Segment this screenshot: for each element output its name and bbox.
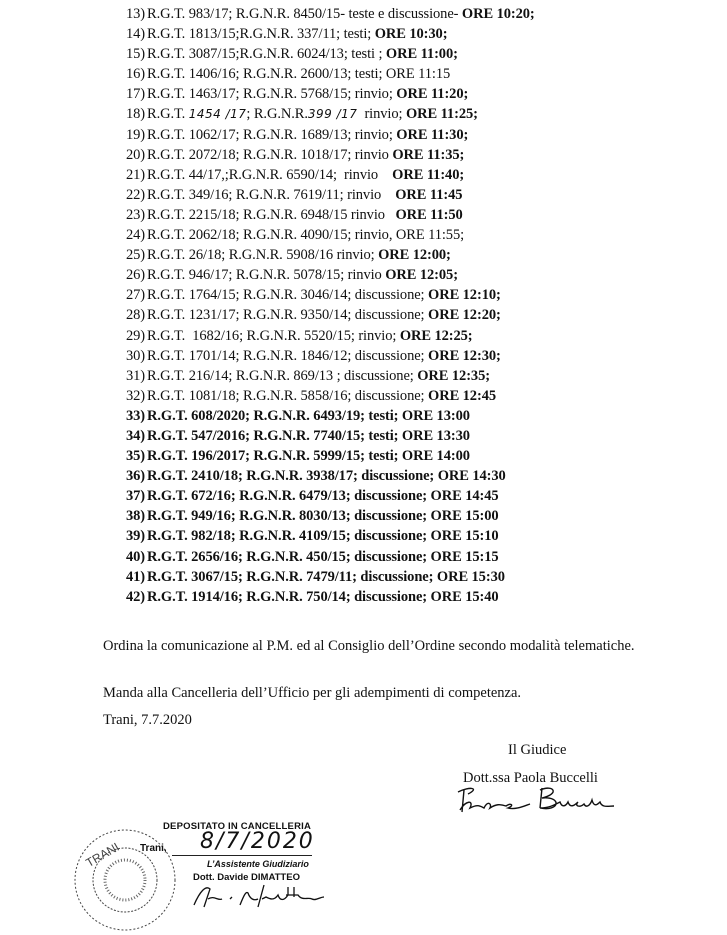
hearing-row xyxy=(126,446,706,466)
hearing-time: ORE 15:30 xyxy=(436,568,505,585)
hearing-number: 34) xyxy=(126,427,146,444)
hearing-text: R.G.T. 3087/15;R.G.N.R. 6024/13; testi ; xyxy=(147,46,386,63)
hearing-row xyxy=(126,567,706,587)
hearing-text: R.G.T. 2410/18; R.G.N.R. 3938/17; discussione; xyxy=(147,468,438,485)
hearing-row xyxy=(126,587,706,607)
hearing-time: ORE 11:15 xyxy=(385,66,451,83)
hearing-text: R.G.T. 2062/18; R.G.N.R. 4090/15; rinvio, xyxy=(147,227,396,244)
hearing-time: ORE 13:30 xyxy=(401,427,470,444)
hearing-text: R.G.T. 1914/16; R.G.N.R. 750/14; discussione; xyxy=(147,588,431,605)
hearing-time: ORE 14:45 xyxy=(430,488,499,505)
hearing-text: R.G.T. 946/17; R.G.N.R. 5078/15; rinvio xyxy=(147,267,386,284)
hearing-row xyxy=(126,245,706,265)
hearing-number: 31) xyxy=(126,367,146,384)
hearing-row xyxy=(126,165,706,185)
hearing-time: ORE 11:35; xyxy=(392,146,465,163)
hearing-time: ORE 10:30; xyxy=(374,26,448,43)
hearing-text: ; R.G.N.R. xyxy=(246,106,308,123)
hearing-time: ORE 11:50 xyxy=(395,206,463,223)
hearing-number: 23) xyxy=(126,206,146,223)
hearing-row xyxy=(126,466,706,486)
hearing-row xyxy=(126,426,706,446)
hearing-row xyxy=(126,84,706,104)
stamp-heading: DEPOSITATO IN CANCELLERIA xyxy=(163,821,312,832)
hearing-row xyxy=(126,285,706,305)
hearing-time: ORE 12:20; xyxy=(428,307,501,324)
hearing-number: 40) xyxy=(126,548,146,565)
hearing-number: 16) xyxy=(126,66,146,83)
hearing-text: R.G.T. 1682/16; R.G.N.R. 5520/15; rinvio; xyxy=(147,327,400,344)
hearing-time: ORE 12:30; xyxy=(428,347,501,364)
hearing-number: 27) xyxy=(126,287,146,304)
hearing-number: 15) xyxy=(126,46,146,63)
hearing-number: 24) xyxy=(126,227,146,244)
hearing-number: 36) xyxy=(126,468,146,485)
hearing-number: 29) xyxy=(126,327,146,344)
hearing-row xyxy=(126,205,706,225)
hearing-row xyxy=(126,547,706,567)
hearing-number: 33) xyxy=(126,407,146,424)
hearing-text: R.G.T. 2656/16; R.G.N.R. 450/15; discussione; xyxy=(147,548,431,565)
hearing-row xyxy=(126,265,706,285)
handwritten-rgt: 1454 /17 xyxy=(188,107,247,122)
hearing-time: ORE 15:15 xyxy=(430,548,499,565)
hearing-time: ORE 12:45 xyxy=(428,387,496,404)
officer-signature-icon xyxy=(190,881,330,909)
hearing-number: 26) xyxy=(126,267,146,284)
hearing-text: rinvio; xyxy=(357,106,406,123)
hearing-row xyxy=(126,24,706,44)
hearing-row xyxy=(126,346,706,366)
hearing-text: R.G.T. 608/2020; R.G.N.R. 6493/19; testi; xyxy=(147,407,402,424)
hearing-row xyxy=(126,326,706,346)
hearing-text: R.G.T. 1813/15;R.G.N.R. 337/11; testi; xyxy=(147,26,375,43)
hearing-number: 35) xyxy=(126,448,146,465)
hearing-text: R.G.T. 26/18; R.G.N.R. 5908/16 rinvio; xyxy=(147,247,379,264)
hearing-time: ORE 12:05; xyxy=(385,267,458,284)
hearing-time: ORE 12:00; xyxy=(378,247,451,264)
hearing-text: R.G.T. 2072/18; R.G.N.R. 1018/17; rinvio xyxy=(147,146,393,163)
hearing-row xyxy=(126,406,706,426)
hearing-row xyxy=(126,386,706,406)
hearing-number: 28) xyxy=(126,307,146,324)
hearing-number: 17) xyxy=(126,86,146,103)
hearing-time: ORE 11:40; xyxy=(392,166,465,183)
hearing-text: R.G.T. 1081/18; R.G.N.R. 5858/16; discussione; xyxy=(147,387,429,404)
filing-stamp xyxy=(80,815,380,910)
handwritten-rgnr: 399 /17 xyxy=(307,107,358,122)
hearing-time: ORE 14:30 xyxy=(437,468,506,485)
hearing-number: 19) xyxy=(126,126,146,143)
judge-title: Il Giudice xyxy=(508,742,567,758)
hearing-row xyxy=(126,104,706,124)
hearing-time: ORE 12:25; xyxy=(399,327,473,344)
hearing-text: R.G.T. 1231/17; R.G.N.R. 9350/14; discussione; xyxy=(147,307,429,324)
hearing-text: R.G.T. 949/16; R.G.N.R. 8030/13; discussione; xyxy=(147,508,431,525)
place-date: Trani, 7.7.2020 xyxy=(103,712,192,728)
hearing-text: R.G.T. 2215/18; R.G.N.R. 6948/15 rinvio xyxy=(147,206,396,223)
hearing-number: 39) xyxy=(126,528,146,545)
stamp-place: Trani, xyxy=(140,843,167,854)
hearing-text: R.G.T. xyxy=(147,106,189,123)
seal-text: TRANI xyxy=(83,839,122,870)
hearing-number: 42) xyxy=(126,588,146,605)
hearing-row xyxy=(126,64,706,84)
hearing-number: 38) xyxy=(126,508,146,525)
hearing-row xyxy=(126,185,706,205)
stamp-handwritten-date: 8/7/2020 xyxy=(200,829,315,854)
hearing-row xyxy=(126,506,706,526)
hearing-text: R.G.T. 672/16; R.G.N.R. 6479/13; discussione; xyxy=(147,488,431,505)
hearing-text: R.G.T. 982/18; R.G.N.R. 4109/15; discussione; xyxy=(147,528,431,545)
hearing-number: 30) xyxy=(126,347,146,364)
hearing-text: R.G.T. 547/2016; R.G.N.R. 7740/15; testi; xyxy=(147,427,402,444)
hearing-number: 21) xyxy=(126,166,146,183)
hearing-text: R.G.T. 44/17,;R.G.N.R. 6590/14; rinvio xyxy=(147,166,393,183)
hearing-row xyxy=(126,4,706,24)
hearing-time: ORE 14:00 xyxy=(401,448,470,465)
hearing-row xyxy=(126,366,706,386)
hearing-time: ORE 11:00; xyxy=(385,46,458,63)
hearing-number: 20) xyxy=(126,146,146,163)
judge-name: Dott.ssa Paola Buccelli xyxy=(463,770,598,786)
hearing-time: ORE 15:40 xyxy=(430,588,499,605)
stamp-role: L’Assistente Giudiziario xyxy=(207,859,309,869)
hearing-number: 37) xyxy=(126,488,146,505)
hearing-text: R.G.T. 196/2017; R.G.N.R. 5999/15; testi; xyxy=(147,448,402,465)
hearing-text: R.G.T. 1701/14; R.G.N.R. 1846/12; discussione; xyxy=(147,347,429,364)
hearing-text: R.G.T. 1062/17; R.G.N.R. 1689/13; rinvio; xyxy=(147,126,397,143)
hearing-row xyxy=(126,305,706,325)
court-seal-icon xyxy=(70,825,180,935)
hearing-number: 22) xyxy=(126,186,146,203)
hearing-text: R.G.T. 3067/15; R.G.N.R. 7479/11; discussione; xyxy=(147,568,437,585)
hearing-time: ORE 15:10 xyxy=(430,528,499,545)
hearing-time: ORE 12:10; xyxy=(428,287,501,304)
hearing-time: ORE 10:20; xyxy=(461,6,535,22)
hearing-text: R.G.T. 1764/15; R.G.N.R. 3046/14; discussione; xyxy=(147,287,429,304)
hearing-row xyxy=(126,526,706,546)
hearing-text: R.G.T. 1463/17; R.G.N.R. 5768/15; rinvio; xyxy=(147,86,397,103)
hearing-number: 32) xyxy=(126,387,146,404)
hearing-time: ORE 11:25; xyxy=(405,106,478,123)
hearing-row xyxy=(126,486,706,506)
hearing-time: ORE 15:00 xyxy=(430,508,499,525)
judge-signature-icon xyxy=(450,782,620,818)
hearing-list xyxy=(126,4,706,607)
hearing-number: 14) xyxy=(126,26,146,43)
hearing-row xyxy=(126,145,706,165)
hearing-text: R.G.T. 349/16; R.G.N.R. 7619/11; rinvio xyxy=(147,186,396,203)
stamp-divider xyxy=(172,855,312,856)
hearing-number: 25) xyxy=(126,247,146,264)
hearing-row xyxy=(126,225,706,245)
order-paragraph: Ordina la comunicazione al P.M. ed al Consiglio dell’Ordine secondo modalità telematiche. xyxy=(103,638,635,654)
hearing-number: 18) xyxy=(126,106,146,123)
hearing-time: ORE 13:00 xyxy=(401,407,470,424)
stamp-officer: Dott. Davide DIMATTEO xyxy=(193,872,300,883)
hearing-time: ORE 12:35; xyxy=(417,367,490,384)
chancellery-paragraph: Manda alla Cancelleria dell’Ufficio per gli adempimenti di competenza. xyxy=(103,685,522,701)
hearing-text: R.G.T. 216/14; R.G.N.R. 869/13 ; discussione; xyxy=(147,367,418,384)
hearing-text: R.G.T. 1406/16; R.G.N.R. 2600/13; testi; xyxy=(147,66,386,83)
hearing-time: ORE 11:45 xyxy=(395,186,463,203)
hearing-number: 41) xyxy=(126,568,146,585)
hearing-row xyxy=(126,125,706,145)
hearing-time: ORE 11:30; xyxy=(396,126,469,143)
hearing-time: ORE 11:20; xyxy=(396,86,469,103)
hearing-row xyxy=(126,44,706,64)
hearing-text: R.G.T. 983/17; R.G.N.R. 8450/15- teste e discussione- xyxy=(147,6,462,22)
hearing-time: ORE 11:55; xyxy=(395,227,465,244)
hearing-number: 13) xyxy=(126,6,146,22)
